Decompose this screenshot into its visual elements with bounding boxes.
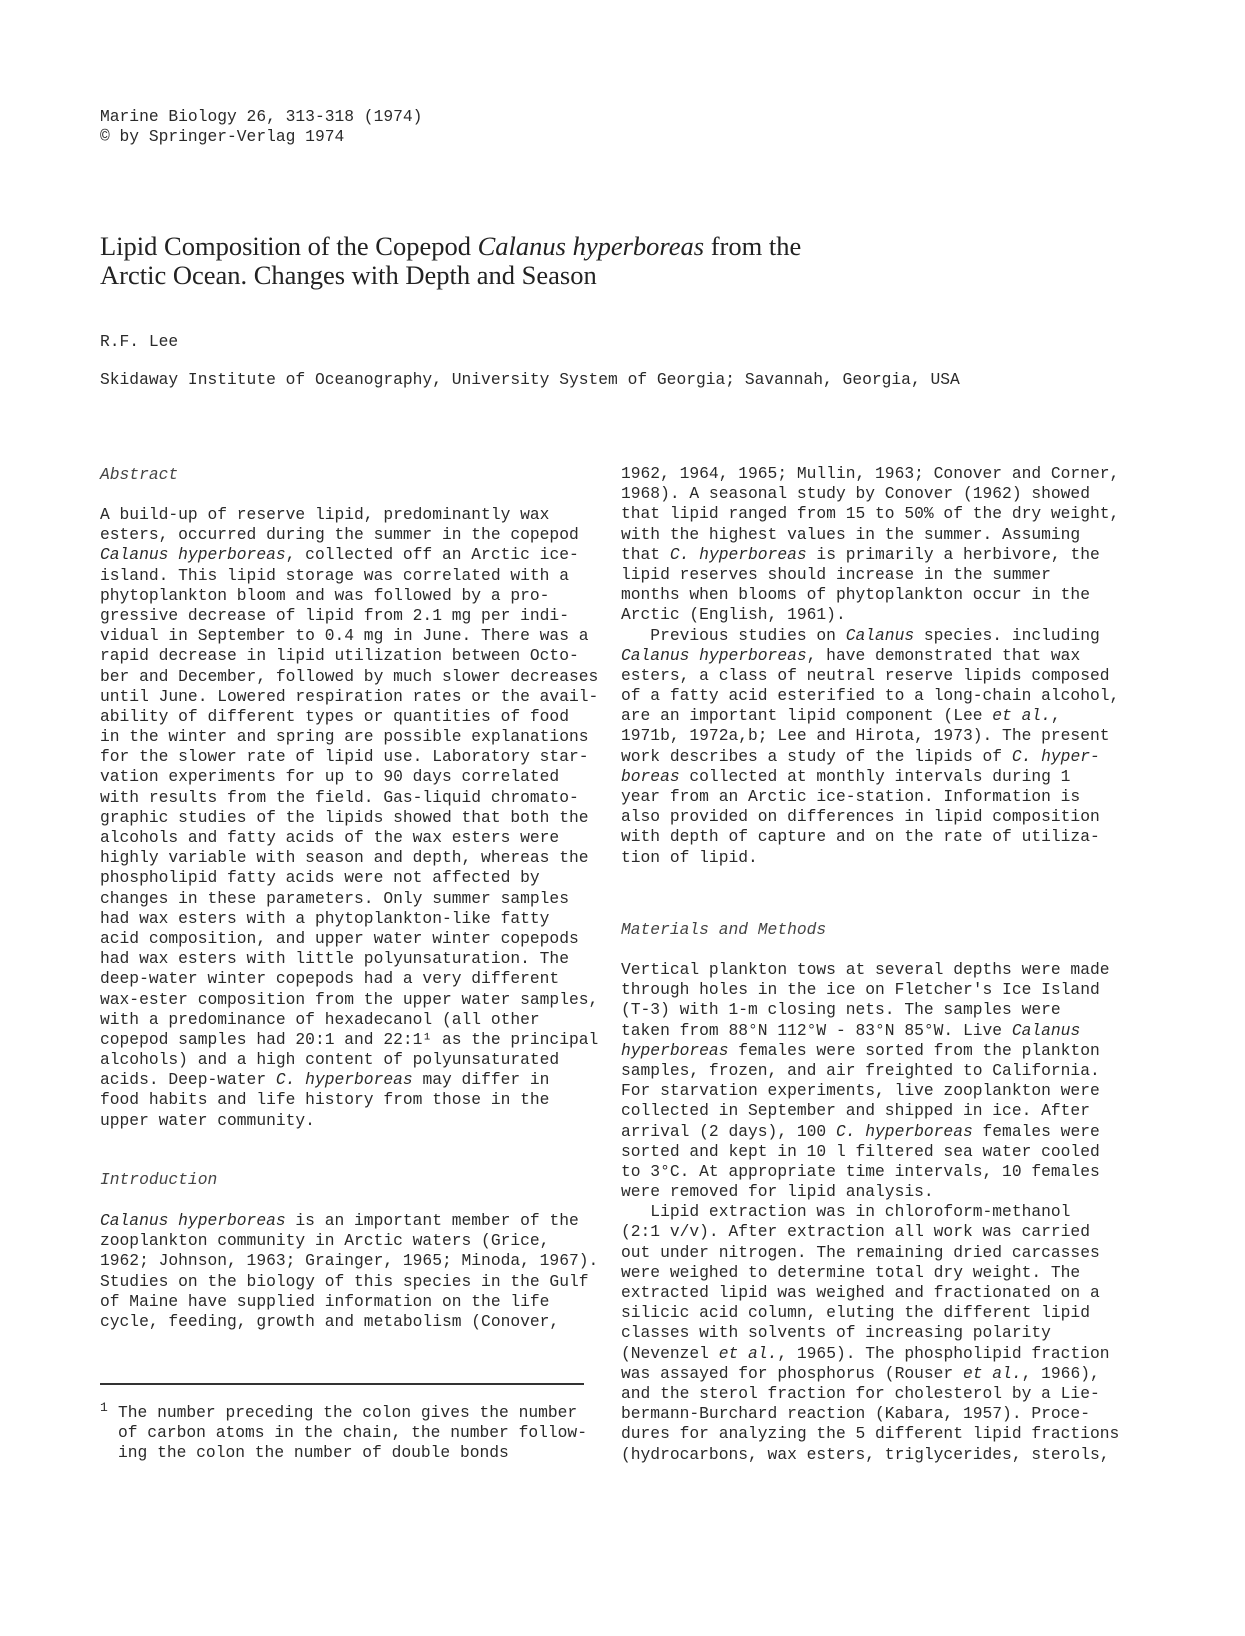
italic-term: C. hyperboreas bbox=[275, 1070, 413, 1090]
text-line: bermann-Burchard reaction (Kabara, 1957). Proce- bbox=[621, 1404, 1090, 1424]
text-segment: collected at monthly intervals during 1 bbox=[679, 766, 1071, 786]
italic-term: C. hyper- bbox=[1011, 746, 1100, 766]
text-line: graphic studies of the lipids showed that both the bbox=[100, 807, 589, 827]
text-line: vidual in September to 0.4 mg in June. There was a bbox=[100, 626, 589, 646]
italic-term: Calanus hyperboreas bbox=[100, 545, 286, 565]
italic-term: et al. bbox=[992, 706, 1051, 726]
title-text: from the bbox=[704, 231, 802, 261]
text-line: zooplankton community in Arctic waters (Grice, bbox=[100, 1231, 550, 1251]
text-line: phospholipid fatty acids were not affected by bbox=[100, 868, 540, 888]
italic-term: et al. bbox=[718, 1343, 778, 1363]
text-segment: , have demonstrated that wax bbox=[806, 645, 1081, 665]
text-line: of Maine have supplied information on the life bbox=[100, 1291, 550, 1311]
paper-title bbox=[100, 232, 801, 290]
text-line: upper water community. bbox=[100, 1110, 315, 1130]
text-segment: , 1965). The phospholipid fraction bbox=[777, 1343, 1110, 1363]
text-line: ing the colon the number of double bonds bbox=[118, 1443, 509, 1463]
text-line: ber and December, followed by much slower decreases bbox=[100, 666, 599, 686]
text-line: were weighed to determine total dry weight. The bbox=[621, 1262, 1081, 1282]
copyright-line: © by Springer-Verlag 1974 bbox=[100, 127, 345, 146]
text-line: ability of different types or quantities of food bbox=[100, 706, 569, 726]
text-line: sorted and kept in 10 l filtered sea water cooled bbox=[621, 1141, 1100, 1161]
text-segment: are an important lipid component (Lee bbox=[621, 706, 993, 726]
text-line: year from an Arctic ice-station. Information is bbox=[621, 787, 1081, 806]
text-line: For starvation experiments, live zooplankton were bbox=[621, 1081, 1100, 1101]
text-line: phytoplankton bloom and was followed by a pro- bbox=[100, 585, 550, 605]
text-segment: arrival (2 days), 100 bbox=[621, 1121, 836, 1141]
text-segment: acids. Deep-water bbox=[100, 1070, 276, 1090]
text-line bbox=[621, 767, 1119, 787]
title-species: Calanus hyperboreas bbox=[477, 231, 705, 261]
footnote-body bbox=[118, 1403, 587, 1464]
introduction-body bbox=[100, 1211, 598, 1332]
text-line bbox=[621, 626, 1119, 646]
journal-header bbox=[100, 107, 422, 147]
text-line: and the sterol fraction for cholesterol by a Lie- bbox=[621, 1383, 1100, 1403]
text-line bbox=[621, 1344, 1119, 1364]
text-line bbox=[100, 1070, 598, 1090]
italic-term: Calanus hyperboreas bbox=[621, 645, 807, 665]
text-line: alcohols) and a high content of polyunsaturated bbox=[100, 1050, 560, 1070]
text-line: Lipid extraction was in chloroform-methanol bbox=[621, 1202, 1071, 1222]
text-segment: is primarily a herbivore, the bbox=[806, 544, 1100, 564]
text-line bbox=[621, 545, 1119, 565]
text-line: esters, a class of neutral reserve lipids composed bbox=[621, 665, 1110, 685]
italic-term: hyperboreas bbox=[621, 1040, 729, 1060]
text-line: to 3°C. At appropriate time intervals, 10 females bbox=[621, 1161, 1100, 1181]
methods-heading: Materials and Methods bbox=[621, 920, 827, 939]
affiliation: Skidaway Institute of Oceanography, University System of Georgia; Savannah, Georgia, USA bbox=[100, 370, 960, 389]
text-line: of a fatty acid esterified to a long-chain alcohol, bbox=[621, 686, 1120, 706]
text-segment: (Nevenzel bbox=[621, 1343, 719, 1363]
text-line: changes in these parameters. Only summer samples bbox=[100, 888, 569, 908]
introduction-heading: Introduction bbox=[100, 1170, 218, 1189]
text-line bbox=[621, 1364, 1119, 1384]
text-line: had wax esters with little polyunsaturation. The bbox=[100, 949, 569, 969]
text-line: in the winter and spring are possible explanations bbox=[100, 727, 589, 747]
italic-term: et al. bbox=[962, 1363, 1022, 1383]
text-line bbox=[621, 1122, 1119, 1142]
text-segment: taken from 88°N 112°W - 83°N 85°W. Live bbox=[621, 1020, 1012, 1040]
text-segment: females were bbox=[972, 1121, 1100, 1141]
text-segment: Previous studies on bbox=[621, 625, 846, 645]
text-line bbox=[100, 1211, 598, 1231]
text-line: wax-ester composition from the upper water samples, bbox=[100, 989, 599, 1009]
italic-term: boreas bbox=[621, 766, 680, 786]
text-line: (T-3) with 1-m closing nets. The samples were bbox=[621, 1000, 1061, 1020]
text-line: 1962, 1964, 1965; Mullin, 1963; Conover and Corner, bbox=[621, 464, 1120, 483]
text-line: Vertical plankton tows at several depths were made bbox=[621, 960, 1110, 979]
text-line: extracted lipid was weighed and fractionated on a bbox=[621, 1283, 1100, 1302]
text-segment: is an important member of the bbox=[285, 1211, 579, 1230]
text-line: tion of lipid. bbox=[621, 847, 758, 867]
text-line: The number preceding the colon gives the number bbox=[118, 1403, 578, 1422]
journal-citation: Marine Biology 26, 313-318 (1974) bbox=[100, 107, 423, 126]
text-line: lipid reserves should increase in the summer bbox=[621, 564, 1051, 584]
text-segment: , collected off an Arctic ice- bbox=[285, 545, 579, 565]
introduction-continued bbox=[621, 464, 1119, 868]
text-segment: females were sorted from the plankton bbox=[728, 1040, 1100, 1060]
italic-term: Calanus bbox=[845, 625, 915, 645]
text-line: with the highest values in the summer. Assuming bbox=[621, 524, 1081, 544]
text-line: gressive decrease of lipid from 2.1 mg per indi- bbox=[100, 605, 569, 625]
italic-term: Calanus hyperboreas bbox=[100, 1211, 286, 1230]
text-line: out under nitrogen. The remaining dried carcasses bbox=[621, 1242, 1100, 1262]
italic-term: Calanus bbox=[1011, 1020, 1081, 1040]
footnote-mark: 1 bbox=[100, 1400, 108, 1415]
text-line: esters, occurred during the summer in the copepod bbox=[100, 525, 579, 545]
text-line: island. This lipid storage was correlated with a bbox=[100, 565, 569, 585]
text-line: deep-water winter copepods had a very different bbox=[100, 969, 560, 989]
text-line bbox=[621, 1021, 1119, 1041]
text-line: for the slower rate of lipid use. Laboratory star- bbox=[100, 747, 589, 767]
text-segment: may differ in bbox=[412, 1070, 550, 1090]
text-segment: that bbox=[621, 544, 670, 564]
author: R.F. Lee bbox=[100, 332, 179, 351]
text-line: Studies on the biology of this species in the Gulf bbox=[100, 1271, 589, 1291]
abstract-body bbox=[100, 505, 598, 1131]
text-line: samples, frozen, and air freighted to California. bbox=[621, 1060, 1100, 1080]
text-line: dures for analyzing the 5 different lipid fractions bbox=[621, 1424, 1120, 1444]
text-line: (2:1 v/v). After extraction all work was carried bbox=[621, 1222, 1090, 1242]
text-line: food habits and life history from those in the bbox=[100, 1090, 550, 1110]
text-line: until June. Lowered respiration rates or the avail- bbox=[100, 686, 599, 706]
footnote-divider bbox=[100, 1383, 584, 1385]
text-line: through holes in the ice on Fletcher's Ice Island bbox=[621, 980, 1100, 1000]
text-line: alcohols and fatty acids of the wax esters were bbox=[100, 828, 560, 847]
text-line: with results from the field. Gas-liquid chromato- bbox=[100, 787, 579, 807]
text-line: that lipid ranged from 15 to 50% of the dry weight, bbox=[621, 504, 1120, 524]
text-line bbox=[621, 646, 1119, 666]
text-line: collected in September and shipped in ice. After bbox=[621, 1101, 1090, 1121]
text-line: acid composition, and upper water winter copepods bbox=[100, 928, 579, 948]
text-line: months when blooms of phytoplankton occur in the bbox=[621, 585, 1090, 605]
text-line: Arctic (English, 1961). bbox=[621, 605, 846, 625]
text-line: with depth of capture and on the rate of utiliza- bbox=[621, 827, 1100, 847]
text-line bbox=[100, 545, 598, 565]
text-line: vation experiments for up to 90 days correlated bbox=[100, 767, 560, 787]
text-line: cycle, feeding, growth and metabolism (Conover, bbox=[100, 1311, 560, 1331]
text-line: of carbon atoms in the chain, the number follow- bbox=[118, 1423, 587, 1443]
text-line: with a predominance of hexadecanol (all other bbox=[100, 1009, 540, 1029]
text-segment: , bbox=[1050, 706, 1061, 726]
title-line-2: Arctic Ocean. Changes with Depth and Season bbox=[100, 260, 597, 290]
italic-term: C. hyperboreas bbox=[835, 1121, 973, 1141]
text-segment: work describes a study of the lipids of bbox=[621, 746, 1012, 766]
title-text: Lipid Composition of the Copepod bbox=[100, 231, 478, 261]
text-line: 1971b, 1972a,b; Lee and Hirota, 1973). The present bbox=[621, 726, 1110, 746]
text-segment: , 1966), bbox=[1021, 1363, 1100, 1383]
text-line: had wax esters with a phytoplankton-like fatty bbox=[100, 908, 550, 928]
text-segment: was assayed for phosphorus (Rouser bbox=[621, 1363, 963, 1383]
text-line: classes with solvents of increasing polarity bbox=[621, 1323, 1051, 1343]
text-line: also provided on differences in lipid composition bbox=[621, 807, 1100, 827]
text-line: (hydrocarbons, wax esters, triglycerides, sterols, bbox=[621, 1444, 1110, 1464]
methods-body bbox=[621, 960, 1119, 1465]
text-line: copepod samples had 20:1 and 22:1¹ as the principal bbox=[100, 1029, 599, 1049]
text-line: silicic acid column, eluting the different lipid bbox=[621, 1303, 1090, 1323]
text-line: A build-up of reserve lipid, predominantly wax bbox=[100, 505, 550, 524]
text-line bbox=[621, 747, 1119, 767]
italic-term: C. hyperboreas bbox=[669, 544, 807, 564]
text-line: were removed for lipid analysis. bbox=[621, 1182, 934, 1202]
text-segment: species. including bbox=[914, 625, 1100, 645]
text-line: rapid decrease in lipid utilization between Octo- bbox=[100, 646, 579, 666]
text-line: 1962; Johnson, 1963; Grainger, 1965; Minoda, 1967). bbox=[100, 1251, 599, 1271]
abstract-heading: Abstract bbox=[100, 465, 179, 484]
text-line bbox=[621, 706, 1119, 726]
text-line: 1968). A seasonal study by Conover (1962) showed bbox=[621, 484, 1090, 504]
text-line: highly variable with season and depth, whereas the bbox=[100, 848, 589, 868]
text-line bbox=[621, 1041, 1119, 1061]
